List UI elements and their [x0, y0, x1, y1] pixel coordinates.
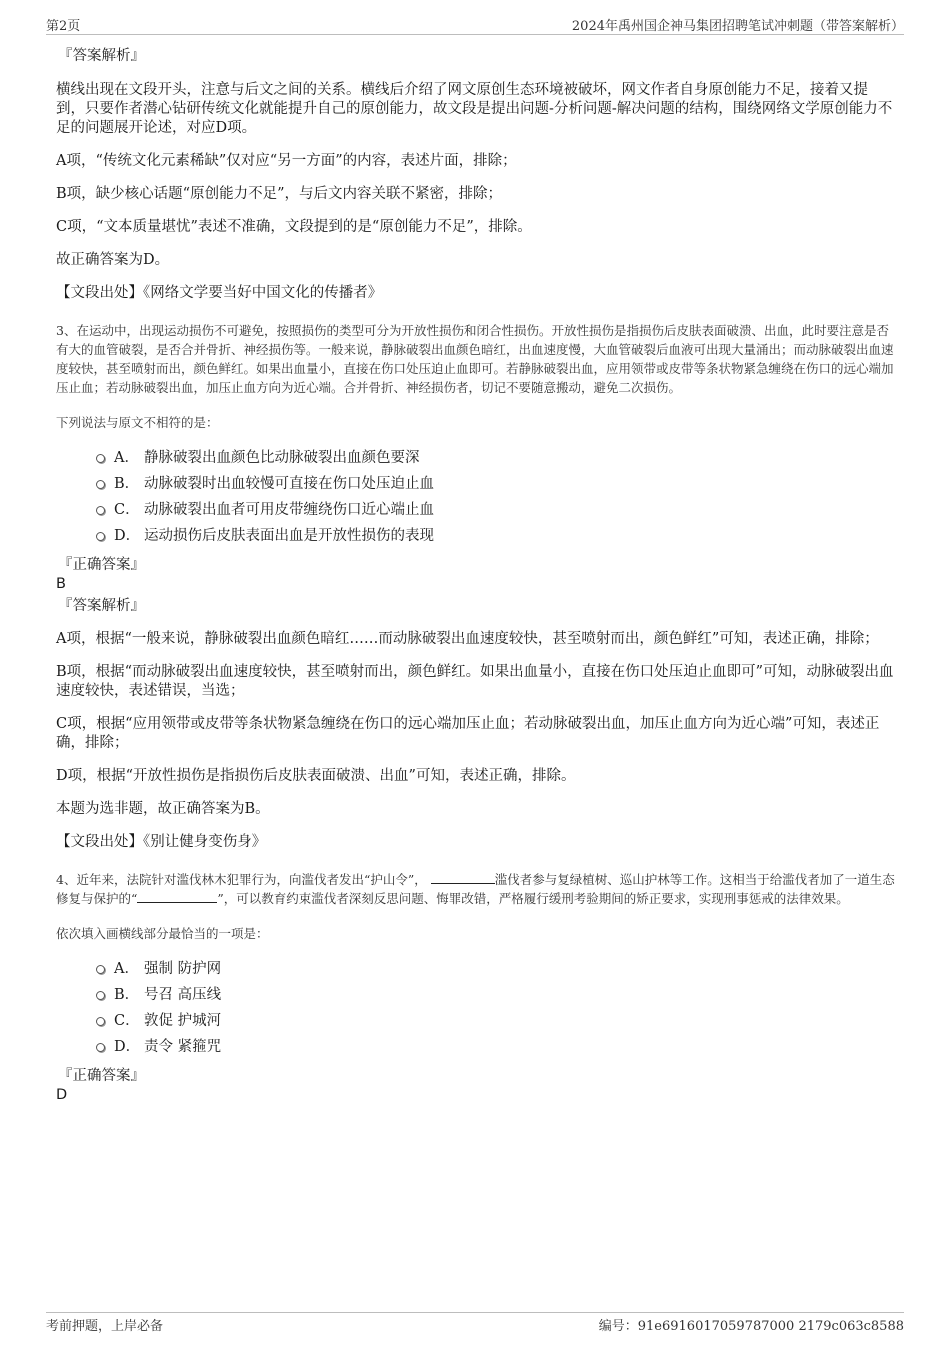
correct-answer: D: [56, 1087, 68, 1103]
fill-blank-1: [431, 871, 495, 884]
question-4-text-part2: 滥伐者参与复绿植树、巡山护林等工作。这相当于给滥伐者加了一道生态修复与保护的“: [56, 872, 895, 906]
analysis-conclusion: 故正确答案为D。: [56, 252, 170, 268]
radio-button[interactable]: [96, 1017, 105, 1026]
question-3-prompt: 下列说法与原文不相符的是：: [56, 415, 219, 430]
option-letter: A．: [114, 961, 139, 977]
document-body: [56, 46, 896, 1104]
source-citation: 【文段出处】《别让健身变伤身》: [56, 834, 267, 850]
option-b[interactable]: [56, 982, 896, 1008]
option-text: 责令 紧箍咒: [144, 1039, 222, 1055]
option-letter: D．: [114, 1039, 141, 1055]
option-letter: A．: [114, 450, 139, 466]
option-text: 动脉破裂时出血较慢可直接在伤口处压迫止血: [144, 476, 434, 492]
radio-button[interactable]: [96, 991, 105, 1000]
option-letter: D．: [114, 528, 141, 544]
radio-button[interactable]: [96, 454, 105, 463]
analysis-option-a: A项，“传统文化元素稀缺”仅对应“另一方面”的内容，表述片面，排除；: [56, 153, 517, 169]
option-d[interactable]: [56, 523, 896, 549]
document-title: 2024年禹州国企神马集团招聘笔试冲刺题（带答案解析）: [571, 19, 904, 34]
option-letter: C．: [114, 1013, 140, 1029]
option-text: 静脉破裂出血颜色比动脉破裂出血颜色要深: [144, 450, 420, 466]
analysis-option-b: B项，缺少核心话题“原创能力不足”，与后文内容关联不紧密，排除；: [56, 186, 502, 202]
option-a[interactable]: [56, 956, 896, 982]
question-4-text: [56, 870, 896, 908]
page-footer: [46, 1312, 904, 1333]
correct-answer-label: 『正确答案』: [58, 1068, 145, 1084]
option-text: 敦促 护城河: [144, 1013, 222, 1029]
analysis-conclusion: 本题为选非题，故正确答案为B。: [56, 801, 270, 817]
page-header: [46, 14, 904, 35]
analysis-option-d: D项，根据“开放性损伤是指损伤后皮肤表面破溃、出血”可知，表述正确，排除。: [56, 768, 576, 784]
radio-button[interactable]: [96, 532, 105, 541]
answer-analysis-label: 『答案解析』: [58, 598, 145, 614]
option-c[interactable]: [56, 1008, 896, 1034]
option-b[interactable]: [56, 471, 896, 497]
option-a[interactable]: [56, 445, 896, 471]
question-4-text-part3: ”，可以教育约束滥伐者深刻反思问题、悔罪改错，严格履行缓刑考验期间的矫正要求，实现刑事惩戒的法律效果。: [217, 891, 849, 906]
footer-slogan: 考前押题，上岸必备: [46, 1319, 164, 1334]
option-text: 强制 防护网: [144, 961, 222, 977]
option-c[interactable]: [56, 497, 896, 523]
answer-analysis-label: 『答案解析』: [58, 48, 145, 64]
correct-answer-label: 『正确答案』: [58, 557, 145, 573]
source-citation: 【文段出处】《网络文学要当好中国文化的传播者》: [56, 285, 383, 301]
option-letter: C．: [114, 502, 140, 518]
option-letter: B．: [114, 476, 140, 492]
option-text: 号召 高压线: [144, 987, 222, 1003]
analysis-option-b: B项，根据“而动脉破裂出血速度较快，甚至喷射而出，颜色鲜红。如果出血量小，直接在伤口处压迫止血即可”可知，动脉破裂出血速度较快，表述错误，当选；: [56, 664, 894, 699]
question-4-prompt: 依次填入画横线部分最恰当的一项是：: [56, 926, 269, 941]
question-4-text-part1: 4、近年来，法院针对滥伐林木犯罪行为，向滥伐者发出“护山令”，: [56, 872, 427, 887]
analysis-paragraph: 横线出现在文段开头，注意与后文之间的关系。横线后介绍了网文原创生态环境被破坏，网文作者自身原创能力不足，接着又提到，只要作者潜心钻研传统文化就能提升自己的原创能力，故文段是提出问题-分析问题-解决问题的结构，围绕网络文学原创能力不足的问题展开论述，对应D项。: [56, 82, 893, 136]
option-text: 运动损伤后皮肤表面出血是开放性损伤的表现: [144, 528, 434, 544]
fill-blank-2: [137, 890, 217, 903]
correct-answer: B: [56, 576, 66, 592]
document-code: 编号：91e6916017059787000 2179c063c8588: [598, 1319, 904, 1334]
option-text: 动脉破裂出血者可用皮带缠绕伤口近心端止血: [144, 502, 434, 518]
analysis-option-c: C项，“文本质量堪忧”表述不准确，文段提到的是“原创能力不足”，排除。: [56, 219, 532, 235]
analysis-option-c: C项，根据“应用领带或皮带等条状物紧急缠绕在伤口的远心端加压止血；若动脉破裂出血，加压止血方向为近心端”可知，表述正确，排除；: [56, 716, 880, 751]
radio-button[interactable]: [96, 506, 105, 515]
analysis-option-a: A项，根据“一般来说，静脉破裂出血颜色暗红……而动脉破裂出血速度较快，甚至喷射而出，颜色鲜红”可知，表述正确，排除；: [56, 631, 879, 647]
radio-button[interactable]: [96, 965, 105, 974]
radio-button[interactable]: [96, 1043, 105, 1052]
page-number: 第2页: [46, 19, 81, 34]
question-3-options: [56, 445, 896, 549]
question-4-options: [56, 956, 896, 1060]
question-3-text: 3、在运动中，出现运动损伤不可避免，按照损伤的类型可分为开放性损伤和闭合性损伤。开放性损伤是指损伤后皮肤表面破溃、出血，此时要注意是否有大的血管破裂，是否合并骨折、神经损伤等。一般来说，静脉破裂出血颜色暗红，出血速度慢，大血管破裂后血液可出现大量涌出；而动脉破裂出血速度较快，甚至喷射而出，颜色鲜红。如果出血量小，直接在伤口处压迫止血即可。若静脉破裂出血，应用领带或皮带等条状物紧急缠绕在伤口的远心端加压止血；若动脉破裂出血，加压止血方向为近心端。合并骨折、神经损伤者，切记不要随意搬动，避免二次损伤。: [56, 323, 894, 395]
option-letter: B．: [114, 987, 140, 1003]
option-d[interactable]: [56, 1034, 896, 1060]
radio-button[interactable]: [96, 480, 105, 489]
